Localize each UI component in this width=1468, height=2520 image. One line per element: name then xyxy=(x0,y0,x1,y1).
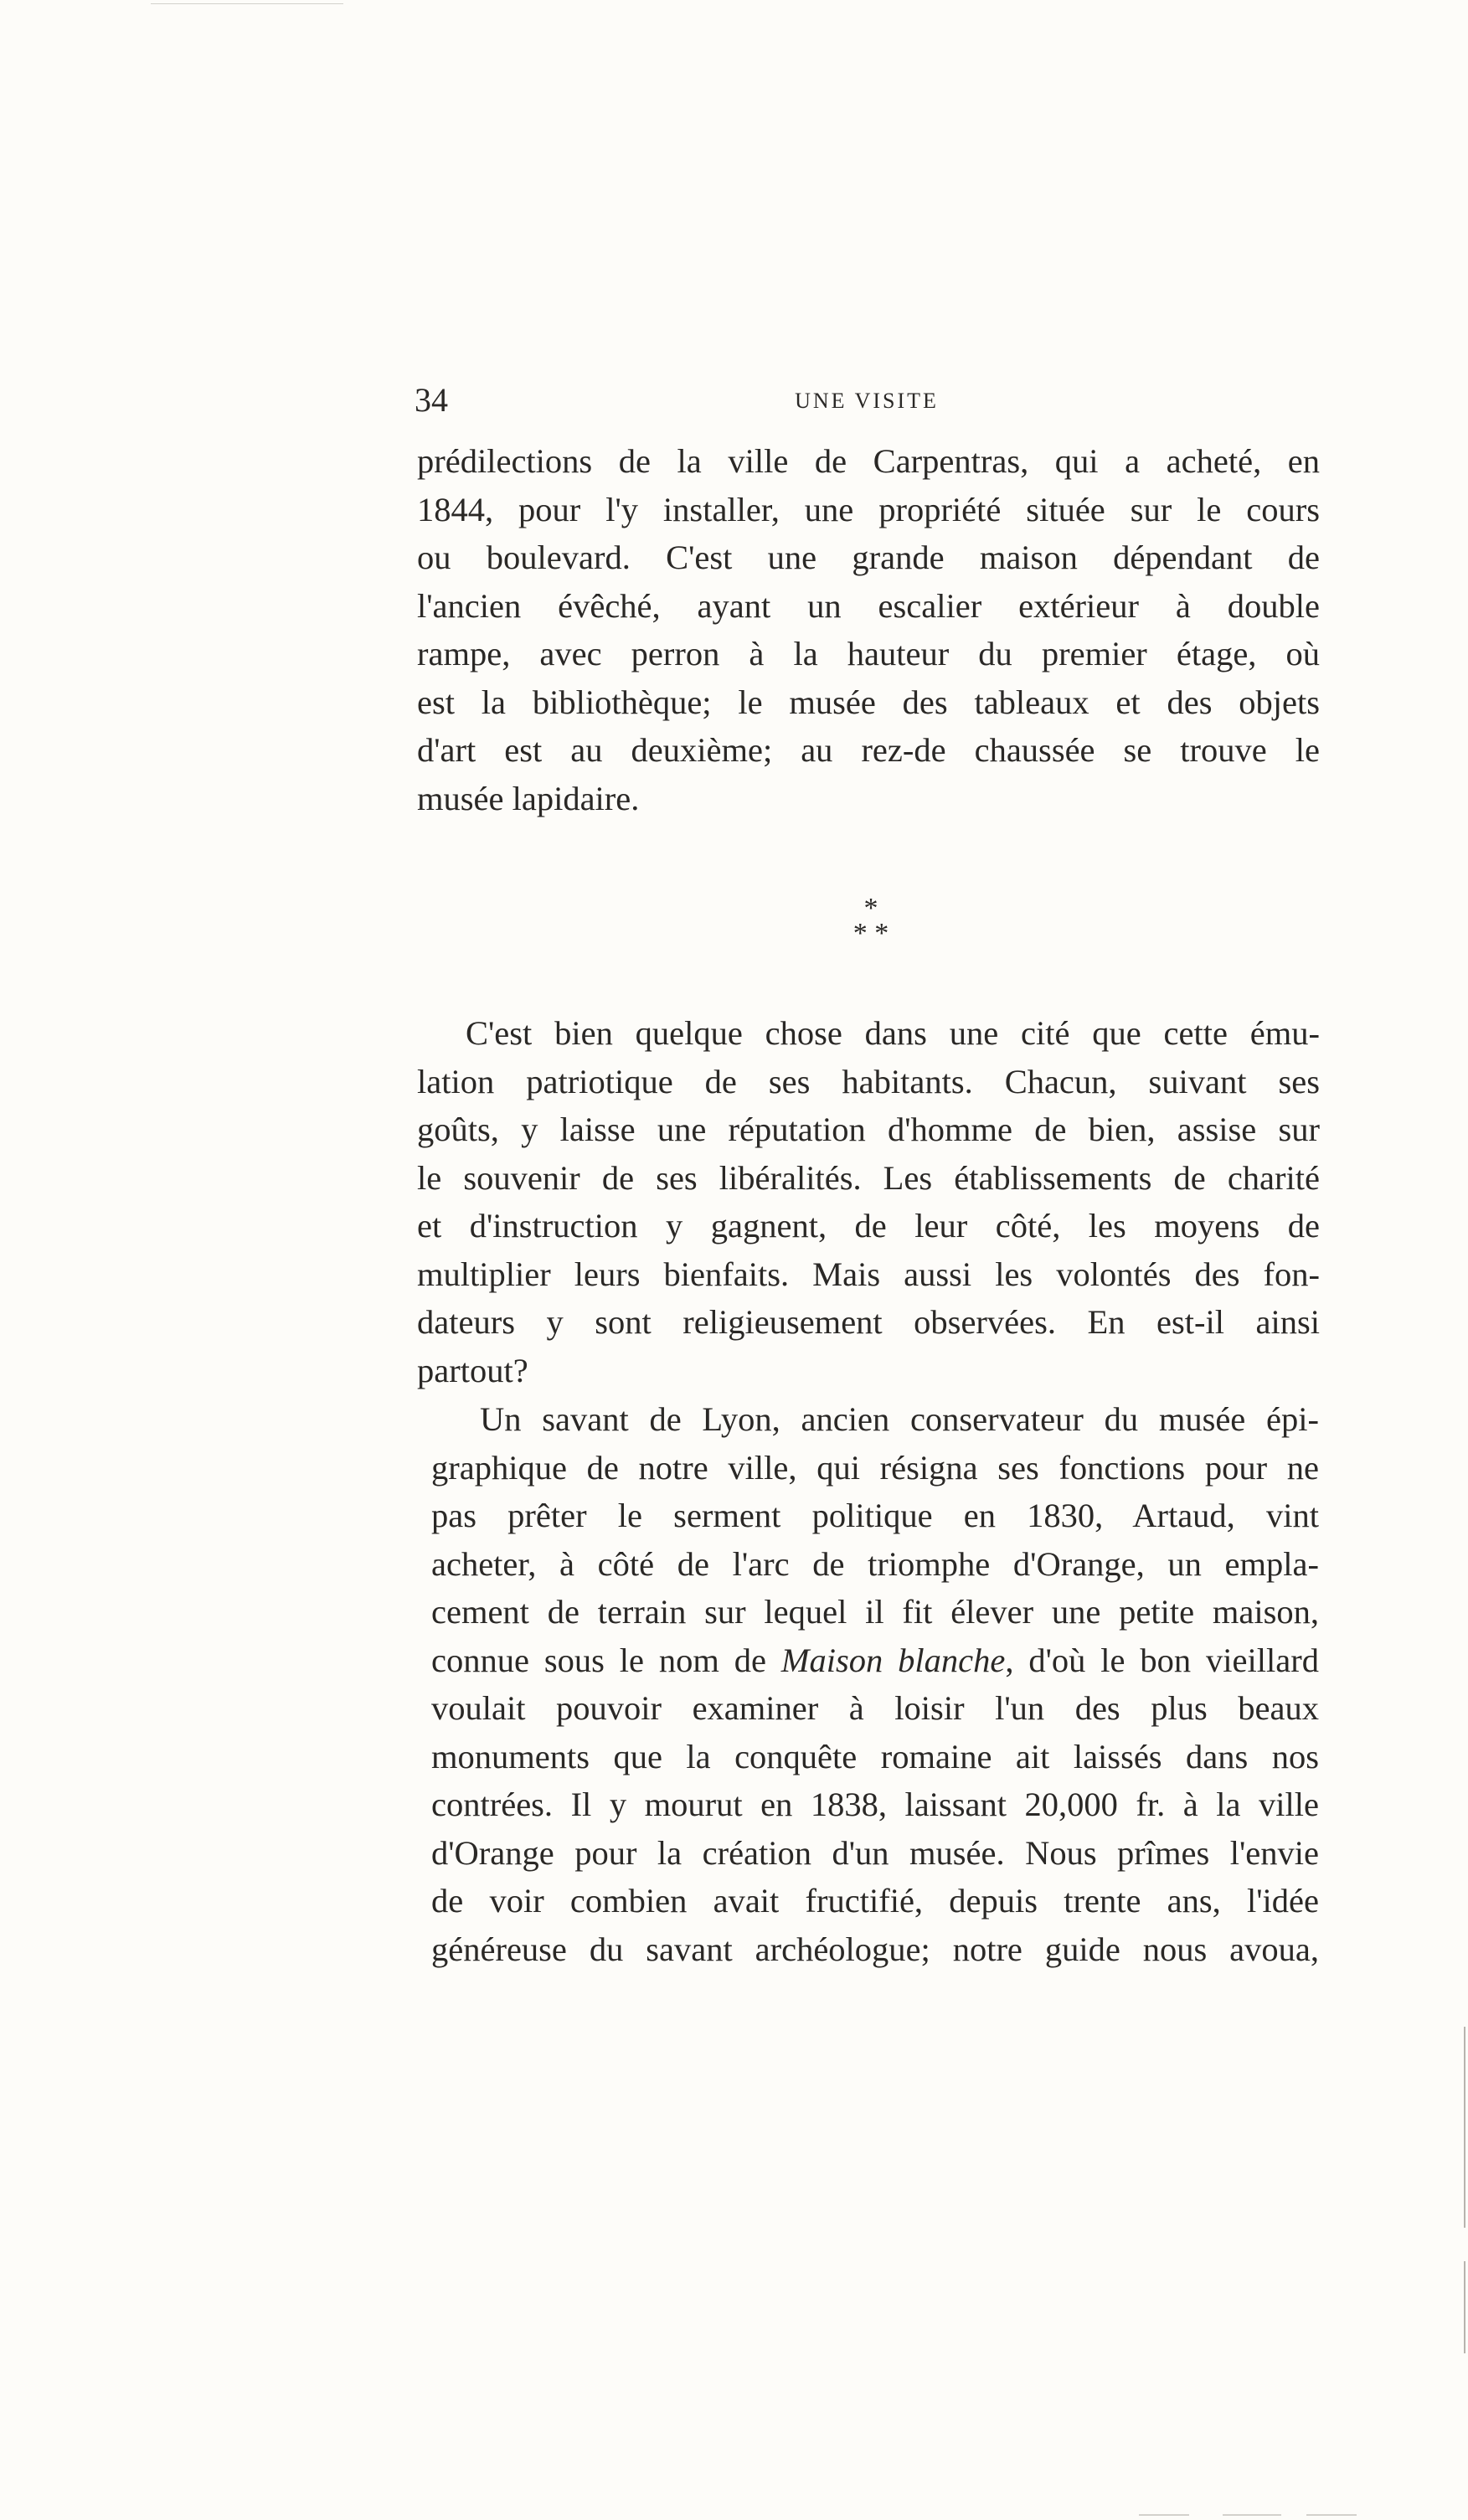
text-line: multiplier leurs bienfaits. Mais aussi les volontés des fon- xyxy=(417,1255,1320,1293)
scan-edge-mark xyxy=(1306,2514,1357,2516)
text-line: Un savant de Lyon, ancien conservateur du musée épi- xyxy=(480,1400,1319,1438)
text-line: d'Orange pour la création d'un musée. Nous prîmes l'envie xyxy=(431,1833,1319,1872)
text-line: généreuse du savant archéologue; notre guide nous avoua, xyxy=(431,1930,1319,1968)
text-line: monuments que la conquête romaine ait laissés dans nos xyxy=(431,1737,1319,1775)
text-line: de voir combien avait fructifié, depuis trente ans, l'idée xyxy=(431,1882,1319,1920)
text-line: ou boulevard. C'est une grande maison dépendant de xyxy=(417,539,1320,576)
running-head: UNE VISITE xyxy=(795,389,939,413)
text-line: l'ancien évêché, ayant un escalier extérieur à double xyxy=(417,586,1320,625)
asterism-top: * xyxy=(863,893,878,924)
text-line: contrées. Il y mourut en 1838, laissant 20,000 fr. à la ville xyxy=(431,1786,1319,1823)
asterism-bottom: * * xyxy=(852,918,889,949)
text-line: et d'instruction y gagnent, de leur côté, les moyens de xyxy=(417,1207,1320,1245)
text-line xyxy=(431,1636,1319,1685)
section-asterism xyxy=(829,893,913,963)
text-line: pas prêter le serment politique en 1830, Artaud, vint xyxy=(431,1497,1319,1534)
text-line: 1844, pour l'y installer, une propriété située sur le cours xyxy=(417,490,1320,528)
page-header xyxy=(415,375,1319,425)
scan-edge-mark xyxy=(1464,2261,1465,2353)
text-line: prédilections de la ville de Carpentras, qui a acheté, en xyxy=(417,442,1320,480)
scan-edge-mark xyxy=(1223,2514,1281,2516)
text-line: dateurs y sont religieusement observées. En est-il ainsi xyxy=(417,1303,1320,1341)
text-line: rampe, avec perron à la hauteur du premier étage, où xyxy=(417,635,1320,673)
text-run: , d'où le bon vieillard xyxy=(1005,1641,1319,1679)
paragraph xyxy=(431,1395,1319,1973)
paragraph-continued xyxy=(417,437,1320,822)
text-line: voulait pouvoir examiner à loisir l'un des plus beaux xyxy=(431,1689,1319,1727)
scan-edge-mark xyxy=(1139,2514,1189,2516)
text-line: cement de terrain sur lequel il fit élever une petite maison, xyxy=(431,1593,1319,1631)
paragraph xyxy=(417,1009,1320,1394)
text-line: le souvenir de ses libéralités. Les établissements de charité xyxy=(417,1158,1320,1197)
text-line: acheter, à côté de l'arc de triomphe d'Orange, un empla- xyxy=(431,1544,1319,1583)
text-line: musée lapidaire. xyxy=(417,779,640,817)
text-line: goûts, y laisse une réputation d'homme de bien, assise sur xyxy=(417,1111,1320,1148)
text-line: C'est bien quelque chose dans une cité que cette ému- xyxy=(466,1014,1320,1052)
text-line: d'art est au deuxième; au rez-de chaussée se trouve le xyxy=(417,731,1320,769)
text-line: graphique de notre ville, qui résigna ses fonctions pour ne xyxy=(431,1448,1319,1487)
text-line: partout? xyxy=(417,1351,528,1389)
scan-edge-mark xyxy=(151,3,343,4)
page-number: 34 xyxy=(415,381,448,419)
scan-edge-mark xyxy=(1464,2027,1465,2228)
text-line: est la bibliothèque; le musée des tableaux et des objets xyxy=(417,683,1320,721)
text-line: lation patriotique de ses habitants. Chacun, suivant ses xyxy=(417,1062,1320,1100)
italic-title: Maison blanche xyxy=(780,1641,1006,1679)
text-run: connue sous le nom de xyxy=(431,1641,781,1679)
